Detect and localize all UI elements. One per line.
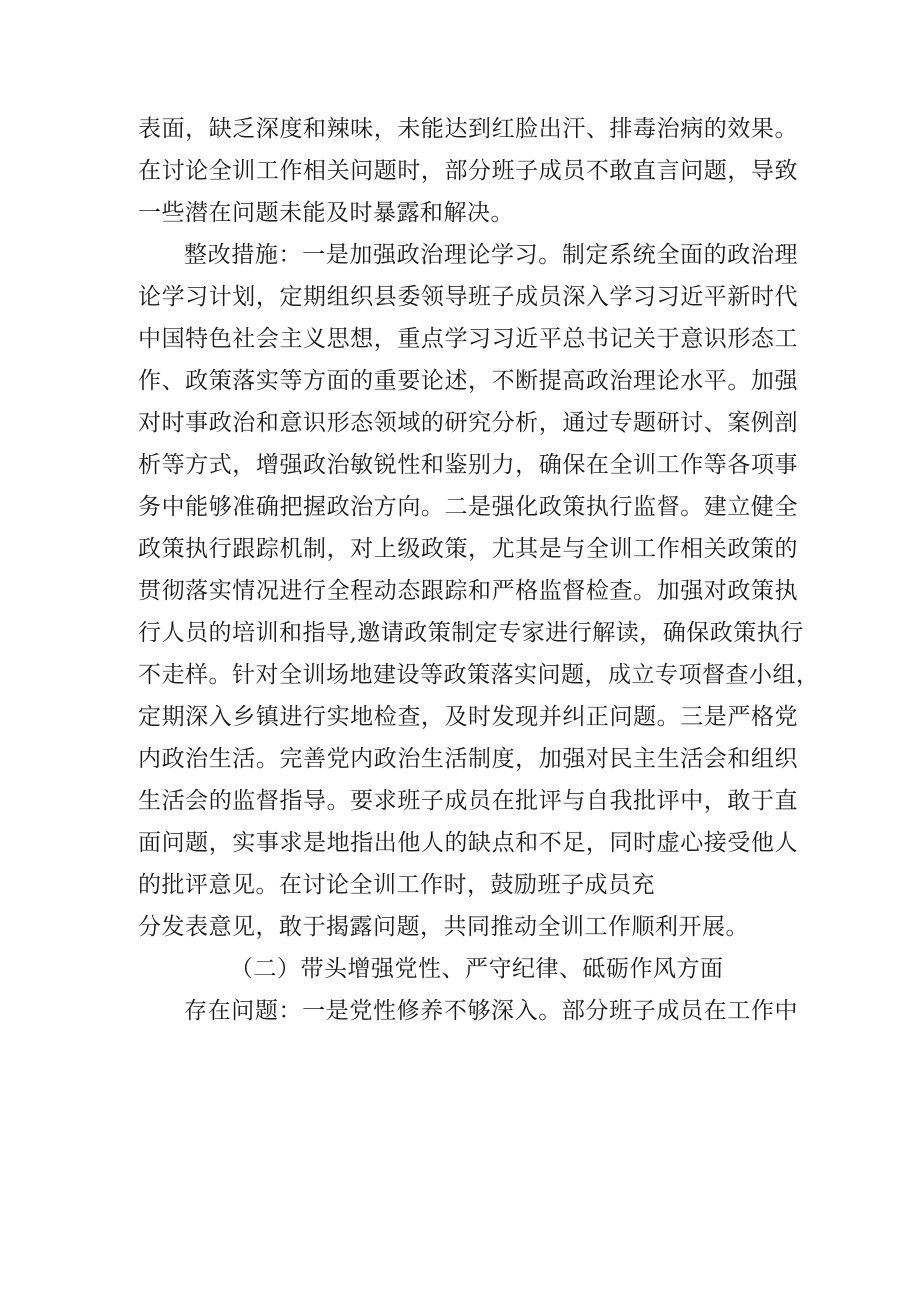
text-line: 一些潜在问题未能及时暴露和解决。 xyxy=(138,200,514,226)
text-line: 生活会的监督指导。要求班子成员在批评与自我批评中，敢于直 xyxy=(138,788,798,814)
section-heading xyxy=(138,948,798,990)
text-line: 在讨论全训工作相关问题时，部分班子成员不敢直言问题，导致 xyxy=(138,158,798,184)
paragraph-continuation xyxy=(138,108,798,234)
text-line: 作、政策落实等方面的重要论述，不断提高政治理论水平。加强 xyxy=(138,368,798,394)
text-line: 论学习计划，定期组织县委领导班子成员深入学习习近平新时代 xyxy=(138,284,798,310)
text-line: 贯彻落实情况进行全程动态跟踪和严格监督检查。加强对政策执 xyxy=(138,578,798,604)
document-body xyxy=(138,108,820,1032)
text-line: 析等方式，增强政治敏锐性和鉴别力，确保在全训工作等各项事 xyxy=(138,452,798,478)
text-line: 表面，缺乏深度和辣味，未能达到红脸出汗、排毒治病的效果。 xyxy=(138,116,798,142)
text-line: 务中能够准确把握政治方向。二是强化政策执行监督。建立健全 xyxy=(138,494,798,520)
text-line: 对时事政治和意识形态领域的研究分析，通过专题研讨、案例剖 xyxy=(138,410,798,436)
text-line: 行人员的培训和指导,邀请政策制定专家进行解读，确保政策执行 xyxy=(138,620,804,646)
text-line: 政策执行跟踪机制，对上级政策，尤其是与全训工作相关政策的 xyxy=(138,536,798,562)
text-line: 的批评意见。在讨论全训工作时，鼓励班子成员充 xyxy=(138,872,655,898)
section-heading-text: （二）带头增强党性、严守纪律、砥砺作风方面 xyxy=(230,956,724,982)
text-line: 分发表意见，敢于揭露问题，共同推动全训工作顺利开展。 xyxy=(138,914,749,940)
paragraph-existing-problems xyxy=(138,990,798,1032)
text-line: 中国特色社会主义思想，重点学习习近平总书记关于意识形态工 xyxy=(138,326,798,352)
text-line: 不走样。针对全训场地建设等政策落实问题，成立专项督查小组， xyxy=(138,662,820,688)
text-line: 定期深入乡镇进行实地检查，及时发现并纠正问题。三是严格党 xyxy=(138,704,798,730)
paragraph-rectification-measures xyxy=(138,234,820,948)
text-line: 面问题，实事求是地指出他人的缺点和不足，同时虚心接受他人 xyxy=(138,830,798,856)
text-line: 内政治生活。完善党内政治生活制度，加强对民主生活会和组织 xyxy=(138,746,798,772)
text-line: 存在问题：一是党性修养不够深入。部分班子成员在工作中 xyxy=(184,998,798,1024)
text-line: 整改措施：一是加强政治理论学习。制定系统全面的政治理 xyxy=(184,242,798,268)
